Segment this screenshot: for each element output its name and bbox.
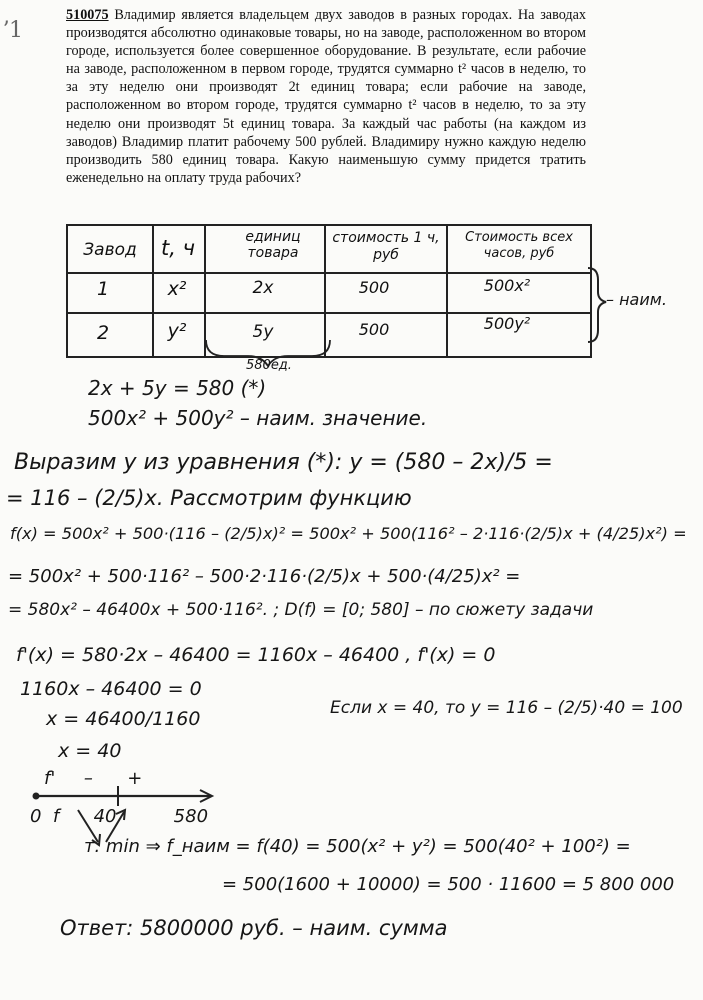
row1-units: 2x xyxy=(252,278,274,298)
problem-number: 510075 xyxy=(66,7,109,23)
row2-units: 5y xyxy=(252,322,274,342)
solution-line-9: 1160x – 46400 = 0 xyxy=(20,678,202,700)
answer-line: Ответ: 5800000 руб. – наим. сумма xyxy=(60,916,448,940)
solution-line-5: f(x) = 500x² + 500·(116 – (2/5)x)² = 500x² + 500(116² – 2·116·(2/5)x + (4/25)x²) = xyxy=(10,524,687,543)
solution-line-10: x = 46400/1160 xyxy=(46,708,201,730)
problem-text: Владимир является владельцем двух заводов в разных городах. На заводах производятся абсолютно одинаковые товары, но на заводе, расположенном во втором городе, используется более совершенное оборудование. В результате, если рабочие на заводе, расположенном в первом городе, трудятся суммарно t² часов в неделю, то за эту неделю они производят 2t единиц товара; если рабочие на заводе, расположенном во втором городе, трудятся суммарно t² часов в неделю, то за эту неделю они производят 5t единиц товара. За каждый час работы (на каждом из заводов) Владимир платит рабочему 500 рублей. Владимиру нужно каждую неделю производить 580 единиц товара. Какую наименьшую сумму придется тратить еженедельно на оплату труда рабочих? xyxy=(66,7,587,186)
solution-line-1: 2x + 5y = 580 (*) xyxy=(88,376,267,400)
row1-cost-hour: 500 xyxy=(358,278,390,297)
header-cost-all: Стоимость всех часов, руб xyxy=(465,230,573,261)
solution-line-12: Если x = 40, то y = 116 – (2/5)·40 = 100 xyxy=(330,698,683,718)
row1-cost-all: 500x² xyxy=(483,276,531,295)
solution-line-result: = 500(1600 + 10000) = 500 · 11600 = 5 800 000 xyxy=(222,874,675,895)
solution-line-8: f'(x) = 580·2x – 46400 = 1160x – 46400 , f'(x) = 0 xyxy=(16,644,496,666)
header-cost-hour: стоимость 1 ч, руб xyxy=(332,230,440,263)
row2-cost-hour: 500 xyxy=(358,320,390,339)
row1-factory: 1 xyxy=(96,278,110,300)
table-under-note: 580ед. xyxy=(246,358,292,373)
sign-labels: f' – + xyxy=(44,768,143,789)
solution-line-2: 500x² + 500y² – наим. значение. xyxy=(88,406,428,430)
table-brace-note: – наим. xyxy=(606,290,667,309)
header-units: единиц товара xyxy=(245,229,301,261)
row2-factory: 2 xyxy=(96,322,110,344)
row1-time: x² xyxy=(167,278,187,300)
solution-line-6: = 500x² + 500·116² – 500·2·116·(2/5)x + 500·(4/25)x² = xyxy=(8,566,521,587)
solution-line-11: x = 40 xyxy=(58,740,122,762)
axis-labels: 0 f 40 580 xyxy=(30,806,209,827)
row2-cost-all: 500y² xyxy=(483,314,531,333)
solution-line-3: Выразим y из уравнения (*): y = (580 – 2x)/5 = xyxy=(14,450,553,475)
margin-mark: ʼ1 xyxy=(2,18,23,43)
header-factory: Завод xyxy=(83,240,137,260)
solution-line-7: = 580x² – 46400x + 500·116². ; D(f) = [0; 580] – по сюжету задачи xyxy=(8,600,594,620)
solution-line-4: = 116 – (2/5)x. Рассмотрим функцию xyxy=(6,486,412,510)
row2-time: y² xyxy=(167,320,187,342)
solution-line-min: т. min ⇒ f_наим = f(40) = 500(x² + y²) = 500(40² + 100²) = xyxy=(84,836,631,857)
header-time: t, ч xyxy=(161,236,195,260)
